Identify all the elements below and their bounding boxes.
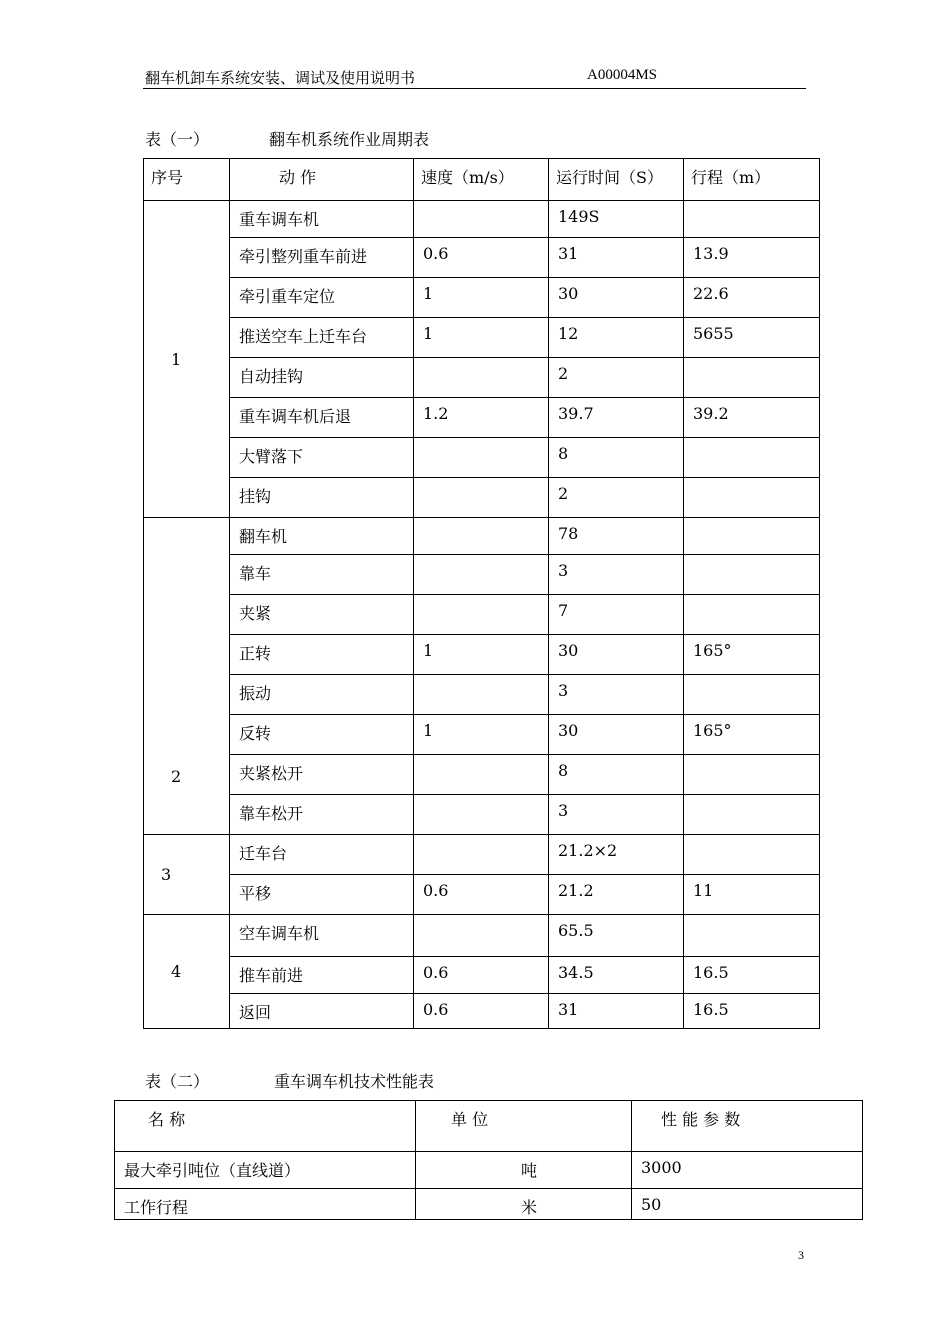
table1-row (144, 795, 820, 835)
time-cell-text: 8 (558, 444, 569, 463)
speed-cell-text: 1 (423, 641, 434, 660)
time-cell-text: 12 (558, 324, 579, 343)
travel-cell (684, 438, 820, 478)
seq-cell-text: 3 (161, 865, 172, 884)
speed-cell (414, 835, 549, 875)
travel-cell (684, 398, 820, 438)
speed-cell-text (414, 358, 548, 364)
time-cell-text: 3 (558, 561, 569, 580)
table1-row (144, 518, 820, 555)
action-cell (230, 755, 414, 795)
speed-cell (414, 635, 549, 675)
name-cell (115, 1189, 416, 1220)
speed-cell-text (414, 518, 548, 524)
travel-cell (684, 318, 820, 358)
travel-cell-text: 22.6 (693, 284, 729, 303)
page-number: 3 (798, 1248, 804, 1262)
action-cell-text: 重车调车机 (239, 210, 320, 229)
table1-row (144, 957, 820, 994)
action-cell (230, 795, 414, 835)
action-cell-text: 夹紧松开 (239, 764, 304, 783)
table1-row (144, 318, 820, 358)
speed-cell (414, 994, 549, 1029)
unit-cell-text: 米 (521, 1198, 538, 1217)
speed-cell-text (414, 201, 548, 207)
speed-cell-text (414, 795, 548, 801)
page-header (143, 66, 806, 89)
speed-cell (414, 278, 549, 318)
time-cell (549, 278, 684, 318)
travel-cell (684, 478, 820, 518)
table2-header-cell-text: 名 称 (148, 1110, 186, 1129)
table2-header-cell-text: 性 能 参 数 (661, 1110, 741, 1129)
action-cell (230, 318, 414, 358)
travel-cell-text: 165° (693, 641, 732, 660)
action-cell (230, 555, 414, 595)
travel-cell (684, 635, 820, 675)
time-cell-text: 30 (558, 721, 579, 740)
speed-cell (414, 358, 549, 398)
table1-row (144, 715, 820, 755)
time-cell (549, 635, 684, 675)
table1-row (144, 358, 820, 398)
name-cell-text: 最大牵引吨位（直线道） (124, 1161, 301, 1180)
action-cell-text: 重车调车机后退 (239, 407, 352, 426)
action-cell-text: 返回 (239, 1003, 272, 1022)
speed-cell-text (414, 835, 548, 841)
table1-row (144, 278, 820, 318)
action-cell (230, 518, 414, 555)
table1-header-cell (144, 159, 230, 201)
speed-cell-text: 0.6 (423, 881, 449, 900)
travel-cell (684, 755, 820, 795)
action-cell (230, 478, 414, 518)
speed-cell (414, 715, 549, 755)
speed-cell (414, 238, 549, 278)
action-cell (230, 715, 414, 755)
time-cell-text: 21.2 (558, 881, 594, 900)
performance-table (114, 1100, 863, 1220)
speed-cell-text (414, 755, 548, 761)
seq-cell (144, 201, 230, 518)
time-cell-text: 30 (558, 641, 579, 660)
seq-cell-text: 1 (171, 349, 182, 369)
travel-cell-text: 165° (693, 721, 732, 740)
table1-row (144, 201, 820, 238)
table1-header-cell (684, 159, 820, 201)
seq-cell (144, 835, 230, 915)
table2-header-cell (416, 1101, 632, 1152)
travel-cell-text (684, 438, 819, 444)
time-cell (549, 398, 684, 438)
travel-cell (684, 555, 820, 595)
table2-title: 重车调车机技术性能表 (274, 1072, 435, 1091)
table2-label: 表（二） (145, 1072, 210, 1091)
table1-row (144, 675, 820, 715)
time-cell (549, 715, 684, 755)
time-cell-text: 78 (558, 524, 579, 543)
travel-cell-text (684, 201, 819, 207)
travel-cell (684, 915, 820, 957)
travel-cell-text: 16.5 (693, 1000, 729, 1019)
table1-row (144, 835, 820, 875)
document-code: A00004MS (587, 67, 658, 83)
speed-cell (414, 478, 549, 518)
time-cell-text: 8 (558, 761, 569, 780)
table2-header-cell-text: 单 位 (451, 1110, 489, 1129)
time-cell-text: 3 (558, 681, 569, 700)
speed-cell-text (414, 478, 548, 484)
time-cell-text: 7 (558, 601, 569, 620)
action-cell-text: 正转 (239, 644, 272, 663)
document-title: 翻车机卸车系统安装、调试及使用说明书 (145, 69, 416, 87)
table1-header-cell-text: 运行时间（S） (556, 168, 663, 187)
speed-cell-text (414, 675, 548, 681)
travel-cell-text (684, 358, 819, 364)
action-cell (230, 915, 414, 957)
unit-cell-text: 吨 (521, 1161, 538, 1180)
table1-row (144, 875, 820, 915)
action-cell-text: 振动 (239, 684, 272, 703)
value-cell (632, 1189, 863, 1220)
travel-cell-text (684, 675, 819, 681)
action-cell (230, 278, 414, 318)
speed-cell-text (414, 915, 548, 921)
travel-cell-text (684, 518, 819, 524)
travel-cell-text: 11 (693, 881, 714, 900)
travel-cell-text (684, 595, 819, 601)
time-cell (549, 555, 684, 595)
table1-header-cell (414, 159, 549, 201)
time-cell (549, 201, 684, 238)
action-cell-text: 自动挂钩 (239, 367, 304, 386)
action-cell-text: 挂钩 (239, 487, 272, 506)
time-cell (549, 875, 684, 915)
table1-label: 表（一） (145, 130, 210, 149)
table1-header-cell (549, 159, 684, 201)
speed-cell (414, 398, 549, 438)
travel-cell (684, 238, 820, 278)
travel-cell (684, 835, 820, 875)
travel-cell-text (684, 915, 819, 921)
action-cell (230, 438, 414, 478)
action-cell (230, 835, 414, 875)
table1-row (144, 915, 820, 957)
unit-cell (416, 1152, 632, 1189)
time-cell-text: 65.5 (558, 921, 594, 940)
speed-cell-text: 0.6 (423, 1000, 449, 1019)
action-cell (230, 358, 414, 398)
table1-row (144, 398, 820, 438)
time-cell-text: 31 (558, 1000, 579, 1019)
travel-cell-text: 16.5 (693, 963, 729, 982)
seq-cell (144, 915, 230, 1029)
time-cell (549, 438, 684, 478)
table1-header-row (144, 159, 820, 201)
time-cell-text: 31 (558, 244, 579, 263)
time-cell-text: 30 (558, 284, 579, 303)
operation-cycle-table (143, 158, 820, 1029)
table1-row (144, 438, 820, 478)
travel-cell (684, 358, 820, 398)
action-cell (230, 957, 414, 994)
time-cell (549, 755, 684, 795)
action-cell-text: 牵引整列重车前进 (239, 247, 368, 266)
time-cell (549, 915, 684, 957)
speed-cell (414, 755, 549, 795)
name-cell-text: 工作行程 (124, 1198, 189, 1217)
table1-header-cell-text: 动 作 (279, 168, 317, 187)
action-cell-text: 翻车机 (239, 527, 288, 546)
speed-cell (414, 555, 549, 595)
table2-row (115, 1152, 863, 1189)
time-cell-text: 21.2×2 (558, 841, 618, 860)
table1-header-cell (230, 159, 414, 201)
action-cell (230, 201, 414, 238)
table1-title: 翻车机系统作业周期表 (269, 130, 430, 149)
table1-row (144, 635, 820, 675)
name-cell (115, 1152, 416, 1189)
time-cell (549, 957, 684, 994)
value-cell-text: 3000 (641, 1158, 682, 1177)
speed-cell-text: 1 (423, 324, 434, 343)
action-cell (230, 675, 414, 715)
speed-cell (414, 957, 549, 994)
table2-header-row (115, 1101, 863, 1152)
speed-cell-text (414, 438, 548, 444)
table1-row (144, 238, 820, 278)
time-cell (549, 238, 684, 278)
seq-cell (144, 518, 230, 835)
travel-cell (684, 595, 820, 635)
action-cell-text: 大臂落下 (239, 447, 304, 466)
table1-header-cell-text: 速度（m/s） (421, 168, 514, 187)
unit-cell (416, 1189, 632, 1220)
value-cell (632, 1152, 863, 1189)
time-cell (549, 478, 684, 518)
table1-row (144, 595, 820, 635)
speed-cell (414, 201, 549, 238)
time-cell-text: 149S (558, 207, 600, 226)
speed-cell-text: 0.6 (423, 963, 449, 982)
speed-cell (414, 518, 549, 555)
travel-cell-text: 5655 (693, 324, 734, 343)
table1-row (144, 555, 820, 595)
travel-cell (684, 994, 820, 1029)
action-cell (230, 238, 414, 278)
speed-cell (414, 438, 549, 478)
travel-cell (684, 795, 820, 835)
time-cell (549, 595, 684, 635)
travel-cell-text (684, 795, 819, 801)
speed-cell-text: 1 (423, 284, 434, 303)
speed-cell (414, 595, 549, 635)
action-cell-text: 空车调车机 (239, 924, 320, 943)
time-cell-text: 39.7 (558, 404, 594, 423)
table1-header-cell-text: 行程（m） (691, 168, 771, 187)
action-cell (230, 595, 414, 635)
speed-cell (414, 875, 549, 915)
speed-cell-text: 1 (423, 721, 434, 740)
table2-header-cell (115, 1101, 416, 1152)
time-cell (549, 358, 684, 398)
table1-header-cell-text: 序号 (151, 168, 184, 187)
speed-cell-text: 1.2 (423, 404, 449, 423)
time-cell (549, 675, 684, 715)
travel-cell (684, 278, 820, 318)
time-cell-text: 34.5 (558, 963, 594, 982)
action-cell-text: 迁车台 (239, 844, 288, 863)
speed-cell (414, 318, 549, 358)
table2-header-cell (632, 1101, 863, 1152)
table1-row (144, 755, 820, 795)
travel-cell-text (684, 835, 819, 841)
value-cell-text: 50 (641, 1195, 662, 1214)
time-cell (549, 318, 684, 358)
time-cell-text: 2 (558, 364, 569, 383)
action-cell (230, 398, 414, 438)
time-cell (549, 835, 684, 875)
table1-row (144, 994, 820, 1029)
action-cell-text: 反转 (239, 724, 272, 743)
action-cell (230, 994, 414, 1029)
action-cell-text: 推车前进 (239, 966, 304, 985)
speed-cell-text (414, 555, 548, 561)
travel-cell (684, 875, 820, 915)
action-cell-text: 夹紧 (239, 604, 272, 623)
table2-row (115, 1189, 863, 1220)
action-cell-text: 牵引重车定位 (239, 287, 336, 306)
table1-row (144, 478, 820, 518)
action-cell (230, 875, 414, 915)
travel-cell (684, 957, 820, 994)
action-cell-text: 平移 (239, 884, 272, 903)
seq-cell-text: 4 (171, 962, 182, 981)
travel-cell-text (684, 755, 819, 761)
speed-cell (414, 675, 549, 715)
speed-cell-text (414, 595, 548, 601)
speed-cell (414, 795, 549, 835)
time-cell (549, 994, 684, 1029)
speed-cell-text: 0.6 (423, 244, 449, 263)
travel-cell (684, 518, 820, 555)
action-cell (230, 635, 414, 675)
travel-cell-text: 39.2 (693, 404, 729, 423)
travel-cell (684, 675, 820, 715)
speed-cell (414, 915, 549, 957)
action-cell-text: 靠车松开 (239, 804, 304, 823)
time-cell (549, 795, 684, 835)
travel-cell (684, 715, 820, 755)
travel-cell-text (684, 478, 819, 484)
travel-cell-text: 13.9 (693, 244, 729, 263)
time-cell-text: 2 (558, 484, 569, 503)
action-cell-text: 靠车 (239, 564, 272, 583)
action-cell-text: 推送空车上迁车台 (239, 327, 368, 346)
time-cell (549, 518, 684, 555)
time-cell-text: 3 (558, 801, 569, 820)
travel-cell (684, 201, 820, 238)
seq-cell-text: 2 (171, 766, 182, 786)
travel-cell-text (684, 555, 819, 561)
